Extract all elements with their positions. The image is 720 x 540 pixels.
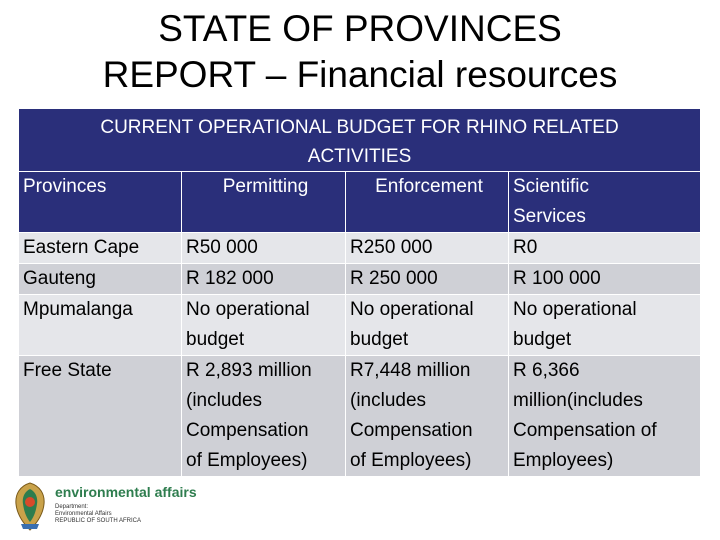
- title-line-2: REPORT – Financial resources: [102, 54, 618, 95]
- column-header-enforcement: Enforcement: [346, 172, 509, 233]
- table-heading-row: [19, 109, 701, 172]
- cell-line: No operational: [186, 299, 310, 320]
- slide-title: [0, 6, 720, 98]
- logo-line-3: REPUBLIC OF SOUTH AFRICA: [55, 518, 142, 524]
- cell-line: R 2,893 million: [186, 360, 312, 381]
- cell-line: million(includes: [513, 390, 643, 411]
- cell-line: budget: [350, 329, 409, 350]
- table-heading: [19, 109, 701, 172]
- cell-line: (includes: [350, 390, 427, 411]
- cell-province: Eastern Cape: [19, 233, 182, 264]
- column-header-permitting: Permitting: [182, 172, 346, 233]
- cell-line: (includes: [186, 390, 263, 411]
- cell-line: No operational: [350, 299, 474, 320]
- cell-province: Free State: [19, 356, 182, 477]
- cell-scientific: [509, 356, 701, 477]
- cell-province: Mpumalanga: [19, 295, 182, 356]
- cell-scientific: R 100 000: [509, 264, 701, 295]
- title-line-1: STATE OF PROVINCES: [158, 8, 562, 49]
- cell-enforcement: R 250 000: [346, 264, 509, 295]
- cell-permitting: [182, 356, 346, 477]
- table-heading-line-2: ACTIVITIES: [307, 146, 412, 167]
- table-row: [19, 264, 701, 295]
- coat-of-arms-icon: [10, 480, 50, 534]
- logo-title: environmental affairs: [55, 484, 197, 500]
- column-header-provinces: Provinces: [19, 172, 182, 233]
- table-row: [19, 356, 701, 477]
- cell-line: of Employees): [186, 450, 308, 471]
- cell-province: Gauteng: [19, 264, 182, 295]
- cell-line: R 6,366: [513, 360, 580, 381]
- cell-scientific: [509, 295, 701, 356]
- cell-line: Employees): [513, 450, 614, 471]
- column-header-scientific-line-1: Scientific: [513, 176, 590, 197]
- cell-enforcement: [346, 356, 509, 477]
- cell-enforcement: R250 000: [346, 233, 509, 264]
- logo-line-2: Environmental Affairs: [55, 511, 112, 517]
- environmental-affairs-logo: [10, 478, 197, 536]
- cell-line: Compensation: [350, 420, 473, 441]
- column-header-scientific-services: [509, 172, 701, 233]
- cell-permitting: R50 000: [182, 233, 346, 264]
- cell-line: budget: [186, 329, 245, 350]
- budget-table: [18, 108, 701, 477]
- cell-line: No operational: [513, 299, 637, 320]
- logo-line-1: Department:: [55, 504, 89, 510]
- table-row: [19, 233, 701, 264]
- column-header-scientific-line-2: Services: [513, 206, 586, 227]
- table-row: [19, 295, 701, 356]
- cell-line: Compensation: [186, 420, 309, 441]
- table-heading-line-1: CURRENT OPERATIONAL BUDGET FOR RHINO RELATED: [100, 117, 619, 138]
- cell-line: of Employees): [350, 450, 472, 471]
- cell-line: R7,448 million: [350, 360, 471, 381]
- cell-enforcement: [346, 295, 509, 356]
- cell-line: Compensation of: [513, 420, 657, 441]
- logo-subtitle: [55, 504, 141, 525]
- cell-permitting: R 182 000: [182, 264, 346, 295]
- cell-scientific: R0: [509, 233, 701, 264]
- cell-permitting: [182, 295, 346, 356]
- column-header-row: [19, 172, 701, 233]
- cell-line: budget: [513, 329, 572, 350]
